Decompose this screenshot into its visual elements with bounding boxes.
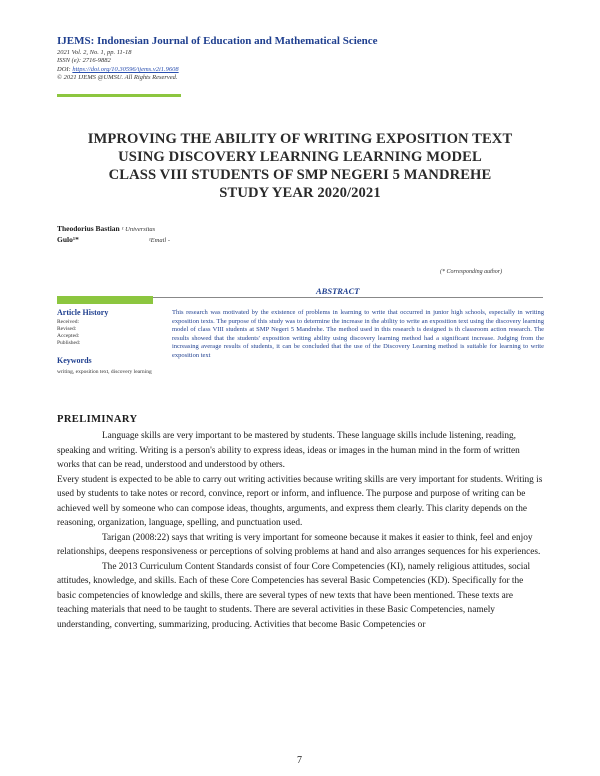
article-history-heading: Article History xyxy=(57,308,109,317)
author-row-1 xyxy=(57,224,155,233)
abstract-heading: ABSTRACT xyxy=(316,286,360,296)
received-label: Received: xyxy=(57,319,79,325)
journal-title: IJEMS: Indonesian Journal of Education and Mathematical Science xyxy=(57,35,378,47)
revised-label: Revised: xyxy=(57,326,77,332)
page-number: 7 xyxy=(297,755,302,766)
author-name-cont: Gulo¹* xyxy=(57,235,79,244)
copyright-info: © 2021 IJEMS @UMSU. All Rights Reserved. xyxy=(57,74,178,81)
abstract-green-bar xyxy=(57,296,153,304)
keywords-heading: Keywords xyxy=(57,356,92,365)
article-title xyxy=(57,130,543,202)
paragraph: Language skills are very important to be mastered by students. These language skills include listening, reading, speaking and writing. Writing is a person's ability to express ideas, ideas or images in the human mind in the form of written works that can be read, understood and understood by others. xyxy=(57,431,520,470)
author-affiliation: ¹ Universitas xyxy=(121,226,156,233)
abstract-text: This research was motivated by the existence of problems in learning to write that occurred in junior high schools, especially in writing exposition texts. The purpose of this study was to determine the increase in the ability to write an exposition text using the discovery learning model of class VIII students at SMP Negeri 5 Mandrehe. The method used in this research is designed is th classroom action research. The results showed that the students' exposition writing ability using discovery learning method had a significant increase. Judging from the increasing average results of students, it can be concluded that the use of the Discovery Learning method is suitable for learning to write exposition text xyxy=(172,309,544,359)
title-line: STUDY YEAR 2020/2021 xyxy=(219,185,381,201)
published-label: Published: xyxy=(57,340,81,346)
doi-link[interactable]: https://doi.org/10.30596/ijems.v2i1.9608 xyxy=(72,66,179,73)
keywords-text: writing, exposition text, discovery learning xyxy=(57,369,152,375)
issn-info: ISSN (e): 2716-9882 xyxy=(57,57,111,64)
volume-info: 2021 Vol. 2, No. 1, pp. 11-18 xyxy=(57,49,132,56)
corresponding-note: (* Corresponding author) xyxy=(440,269,503,275)
doi-info xyxy=(57,66,179,74)
author-name: Theodorius Bastian xyxy=(57,224,120,233)
author-row-2 xyxy=(57,235,170,244)
paragraph: Tarigan (2008:22) says that writing is very important for someone because it makes it easier to think, feel and enjoy relationships, deepens responsiveness or perceptions of solving problems at hand and also arranges sequences for his experiences. xyxy=(57,532,541,557)
accepted-label: Accepted: xyxy=(57,333,80,339)
title-line: CLASS VIII STUDENTS OF SMP NEGERI 5 MANDREHE xyxy=(108,167,492,183)
paragraph: The 2013 Curriculum Content Standards consist of four Core Competencies (KI), namely religious attitudes, social attitudes, knowledge, and skills. Each of these Core Competencies has several Basic Competencies (KD). Specifically for the basic competencies of knowledge and skills, there are several types of new texts that have been mentioned. These texts are teaching materials that need to be taught to students. There are several activities in these Basic Competencies, namely understanding, converting, summarizing, producing. Activities that become Basic Competencies or xyxy=(57,561,531,630)
paragraph: Every student is expected to be able to carry out writing activities because writing skills are very important for students. Writing is used by students to take notes or record, convince, report or inform, and influence. The purpose and purpose of writing can be achieved well by someone who can compose ideas, thoughts, arguments, and express them clearly. This clarity depends on the reasoning, organization, language, spelling, and punctuation used. xyxy=(57,474,543,528)
section-heading: PRELIMINARY xyxy=(57,414,138,425)
doi-label: DOI: xyxy=(57,66,71,73)
header-green-bar xyxy=(57,94,181,97)
title-line: IMPROVING THE ABILITY OF WRITING EXPOSITION TEXT xyxy=(87,131,513,147)
title-line: USING DISCOVERY LEARNING LEARNING MODEL xyxy=(118,149,482,165)
body-text xyxy=(57,429,544,632)
author-email: ¹Email - xyxy=(148,237,170,244)
